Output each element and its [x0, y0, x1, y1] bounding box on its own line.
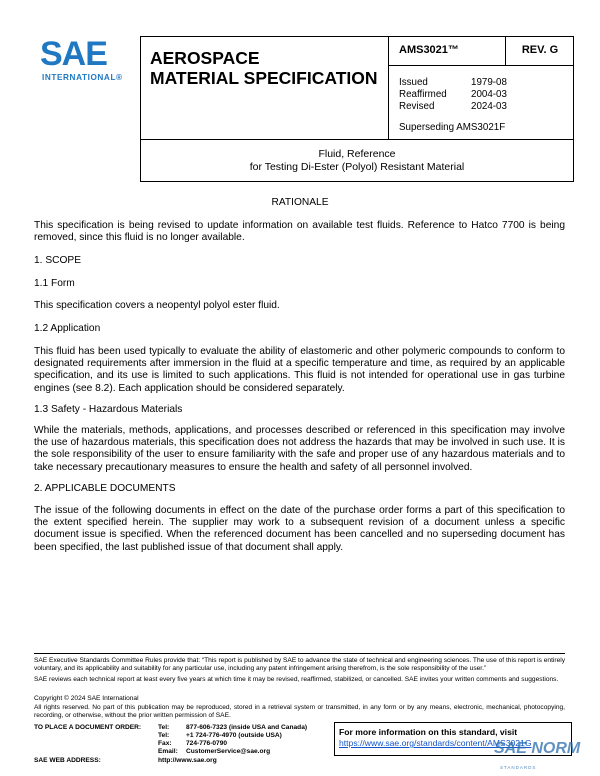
logo-subtitle: INTERNATIONAL® — [42, 73, 123, 82]
contact-value: CustomerService@sae.org — [186, 748, 271, 755]
footer-review: SAE reviews each technical report at least every five years at which time it may be revised, reaffirmed, stabilized, or cancelled. SAE invites your written comments and suggestions. — [34, 676, 559, 683]
revision-label: REV. G — [506, 36, 574, 66]
section-2-paragraph: The issue of the following documents in effect on the date of the purchase order forms a part of this specification to the extent specified herein. The supplier may work to a subsequent revision of a document unless a specific document issue is specified. When the referenced document has been cancelled and no superseding document has been specified, the last published issue of that document shall apply. — [34, 505, 565, 553]
watermark-subtext: STANDARDS — [500, 765, 537, 770]
order-label: TO PLACE A DOCUMENT ORDER: — [34, 724, 142, 731]
title-line-2: MATERIAL SPECIFICATION — [150, 68, 378, 88]
document-type-title — [140, 36, 389, 139]
date-row-reaffirmed — [399, 89, 574, 101]
date-row-issued — [399, 77, 574, 89]
watermark-text: SAE NORM — [494, 740, 581, 757]
standard-url-link[interactable]: https://www.sae.org/standards/content/AMS3021G — [339, 738, 532, 748]
section-2-heading: 2. APPLICABLE DOCUMENTS — [34, 483, 176, 494]
date-label: Revised — [399, 101, 435, 112]
date-row-revised — [399, 101, 574, 113]
contact-row — [158, 748, 338, 756]
order-contacts — [158, 724, 338, 756]
footer-divider — [34, 653, 565, 654]
section-1-heading: 1. SCOPE — [34, 255, 81, 266]
title-line-1: AEROSPACE — [150, 48, 260, 68]
date-value: 2024-03 — [471, 101, 507, 112]
web-address-link[interactable]: http://www.sae.org — [158, 757, 217, 764]
section-1-3-heading: 1.3 Safety - Hazardous Materials — [34, 404, 183, 415]
web-address-label: SAE WEB ADDRESS: — [34, 757, 101, 764]
document-subject — [140, 148, 574, 174]
section-1-2-heading: 1.2 Application — [34, 323, 101, 334]
contact-value: +1 724-776-4970 (outside USA) — [186, 732, 282, 739]
contact-label: Tel: — [158, 724, 170, 731]
logo-word: SAE — [40, 35, 107, 73]
subject-line-2: for Testing Di-Ester (Polyol) Resistant Material — [249, 161, 465, 173]
contact-value: 877-606-7323 (inside USA and Canada) — [186, 724, 308, 731]
section-1-1-paragraph: This specification covers a neopentyl polyol ester fluid. — [34, 300, 280, 311]
sae-logo — [40, 35, 123, 86]
subject-line-1: Fluid, Reference — [318, 148, 396, 160]
rationale-paragraph: This specification is being revised to update information on available test fluids. Reference to Hatco 7700 is being removed, since this fluid is no longer available. — [34, 220, 565, 244]
contact-row — [158, 732, 338, 740]
date-label: Issued — [399, 77, 428, 88]
date-label: Reaffirmed — [399, 89, 447, 100]
superseding-note: Superseding AMS3021F — [399, 122, 506, 133]
footer-copyright: Copyright © 2024 SAE International — [34, 695, 139, 702]
more-info-title: For more information on this standard, visit — [339, 727, 518, 737]
footer-rules: SAE Executive Standards Committee Rules provide that: “This report is published by SAE to advance the state of technical and engineering sciences. The use of this report is entirely voluntary, and its applicability and suitability for any particular use, including any patent infringement arising therefrom, is the sole responsibility of the user.” — [34, 657, 565, 672]
section-1-1-heading: 1.1 Form — [34, 278, 75, 289]
date-value: 2004-03 — [471, 89, 507, 100]
contact-label: Tel: — [158, 732, 170, 739]
date-value: 1979-08 — [471, 77, 507, 88]
contact-label: Email: — [158, 748, 178, 755]
contact-row — [158, 740, 338, 748]
document-code: AMS3021™ — [389, 36, 506, 66]
header-divider — [140, 139, 574, 140]
footer-rights: All rights reserved. No part of this publication may be reproduced, stored in a retrieval system or transmitted, in any form or by any means, electronic, mechanical, photocopying, recording, or otherwise, without the prior written permission of SAE. — [34, 704, 565, 719]
contact-row — [158, 724, 338, 732]
contact-value: 724-776-0790 — [186, 740, 228, 747]
date-history — [389, 66, 574, 139]
watermark — [494, 742, 600, 776]
section-1-2-paragraph: This fluid has been used typically to evaluate the ability of elastomeric and other polymeric compounds to conform to designated requirements after immersion in the fluid at a specific temperature and time, as required by an applicable specification, and its use is limited to such applications. This fluid is not intended for operational use in gas turbine engines (see 8.2). Each application should be considered separately. — [34, 346, 565, 394]
section-1-3-paragraph: While the materials, methods, applications, and processes described or referenced in this specification may involve the use of hazardous materials, this specification does not address the hazards that may be involved in such use. It is the sole responsibility of the user to ensure familiarity with the safe and proper use of any hazardous materials and to take necessary precautionary measures to ensure the health and safety of all personnel involved. — [34, 425, 565, 473]
rationale-heading: RATIONALE — [271, 197, 329, 208]
contact-label: Fax: — [158, 740, 172, 747]
